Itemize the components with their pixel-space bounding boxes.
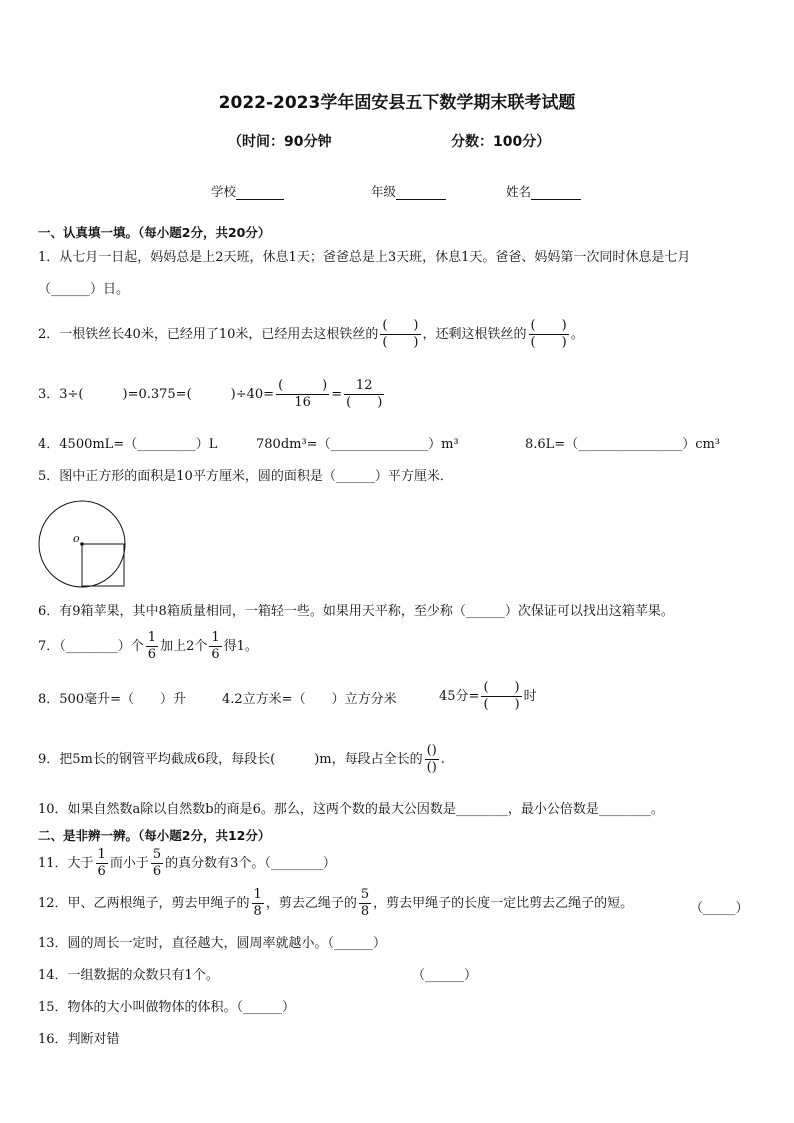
denominator: 6 [211,647,220,662]
fraction-five-eighths [359,887,371,920]
question-2-text-c: 。 [570,326,584,342]
question-12-text-a: 12．甲、乙两根绳子，剪去甲绳子的 [38,895,250,911]
question-12-text-c: ，剪去甲绳子的长度一定比剪去乙绳子的短。 [373,895,634,911]
fraction-remaining [529,318,569,351]
question-12-text-b: ，剪去乙绳子的 [265,895,357,911]
square-shape [82,544,124,586]
question-11-text-a: 11．大于 [38,855,94,871]
question-8-part-1: 8．500毫升=（ ）升 [38,692,186,707]
exam-score: 分数：100分） [451,134,551,150]
fraction-used-denominator[interactable]: ( ) [382,335,419,350]
question-9-end: . [440,751,445,767]
numerator: 5 [360,887,370,902]
fraction-one-sixth [209,630,221,663]
question-8-part-2: 4.2立方米=（ ）立方分米 [222,692,397,707]
question-13: 13．圆的周长一定时，直径越大，圆周率就越小。（______） [38,936,387,951]
numerator: 5 [152,847,162,862]
school-field [211,182,284,200]
numerator: 1 [211,630,220,645]
question-15: 15．物体的大小叫做物体的体积。（______） [38,1000,296,1015]
fraction-a-numerator[interactable]: ( ) [278,378,328,393]
question-12 [38,887,633,920]
question-8-text-d: 时 [523,688,537,704]
denominator-blank[interactable]: () [426,760,437,775]
question-7-text-a: 7．（________）个 [38,638,144,654]
question-7-text-b: 加上2个 [160,638,208,654]
fraction-blank [425,743,439,776]
numerator: 1 [97,847,106,862]
denominator: 6 [97,864,106,879]
exam-time: （时间：90分钟 [228,134,332,150]
question-3-text: 3．3÷( )=0.375=( )÷40= [38,386,275,402]
fraction-one-sixth [146,630,158,663]
page-title: 2022-2023学年固安县五下数学期末联考试题 [218,93,576,113]
fraction-used-numerator[interactable]: ( ) [382,318,419,333]
section-2-title: 二、是非辨一辨。（每小题2分，共12分） [38,828,271,843]
question-8-text-c: 45分= [439,688,480,704]
numerator: 1 [253,887,262,902]
question-11-text-c: 的真分数有3个。（________） [165,855,336,871]
circle-square-figure [36,498,130,590]
question-10: 10．如果自然数a除以自然数b的商是6。那么，这两个数的最大公因数是________，最小公倍数是________。 [38,802,664,817]
question-6: 6．有9箱苹果，其中8箱质量相同，一箱轻一些。如果用天平称，至少称（______）次保证可以找出这箱苹果。 [38,604,674,619]
question-11-text-b: 而小于 [109,855,149,871]
question-8-part-3 [439,680,537,713]
center-label: o [73,532,80,545]
fraction-remaining-numerator[interactable]: ( ) [530,318,567,333]
question-2-text-a: 2．一根铁丝长40米，已经用了10米，已经用去这根铁丝的 [38,326,379,342]
question-1-line-2: （______）日。 [38,282,130,297]
fraction-a-denominator: 16 [294,395,311,410]
question-12-answer-blank[interactable]: （_____） [690,901,749,916]
question-4-part-2: 780dm³=（_______________）m³ [256,437,459,452]
fraction-hours [481,680,521,713]
center-point [80,542,84,546]
fraction-b [344,378,384,411]
fraction-b-numerator: 12 [355,378,373,393]
denominator: 8 [253,904,262,919]
question-1-line-1: 1．从七月一日起，妈妈总是上2天班，休息1天；爸爸总是上3天班，休息1天。爸爸、妈妈第一次同时休息是七月 [38,250,691,265]
numerator-blank[interactable]: ( ) [483,680,520,695]
fraction-b-denominator[interactable]: ( ) [346,395,383,410]
school-blank[interactable] [236,184,284,200]
denominator: 6 [152,864,162,879]
grade-label: 年级 [371,184,397,199]
fraction-a [276,378,329,411]
question-2 [38,318,584,351]
denominator-blank[interactable]: ( ) [483,697,520,712]
question-9 [38,743,445,776]
equals-sign: = [331,386,343,402]
numerator-blank[interactable]: () [426,743,437,758]
question-3 [38,378,386,411]
fraction-five-sixths [151,847,163,880]
denominator: 8 [360,904,370,919]
numerator: 1 [147,630,157,645]
denominator: 6 [147,647,157,662]
school-label: 学校 [211,184,237,199]
question-16: 16．判断对错 [38,1032,120,1047]
question-9-text: 9．把5m长的钢管平均截成6段，每段长( )m，每段占全长的 [38,751,423,767]
name-field [506,182,581,200]
question-7-text-c: 得1。 [223,638,258,654]
question-14: 14．一组数据的众数只有1个。 [38,968,219,983]
question-4-part-3: 8.6L=（________________）cm³ [525,437,721,452]
name-label: 姓名 [506,184,532,199]
question-11 [38,847,336,880]
question-7 [38,630,258,663]
question-5: 5．图中正方形的面积是10平方厘米，圆的面积是（______）平方厘米． [38,469,453,484]
fraction-one-sixth [96,847,108,880]
name-blank[interactable] [531,184,581,200]
fraction-used [380,318,420,351]
question-14-answer-blank[interactable]: （______） [412,968,478,983]
question-4-part-1: 4．4500mL=（_________）L [38,437,218,452]
section-1-title: 一、认真填一填。（每小题2分，共20分） [38,225,271,240]
fraction-remaining-denominator[interactable]: ( ) [530,335,567,350]
question-2-text-b: ，还剩这根铁丝的 [422,326,527,342]
fraction-one-eighth [252,887,264,920]
grade-blank[interactable] [396,184,446,200]
grade-field [371,182,446,200]
